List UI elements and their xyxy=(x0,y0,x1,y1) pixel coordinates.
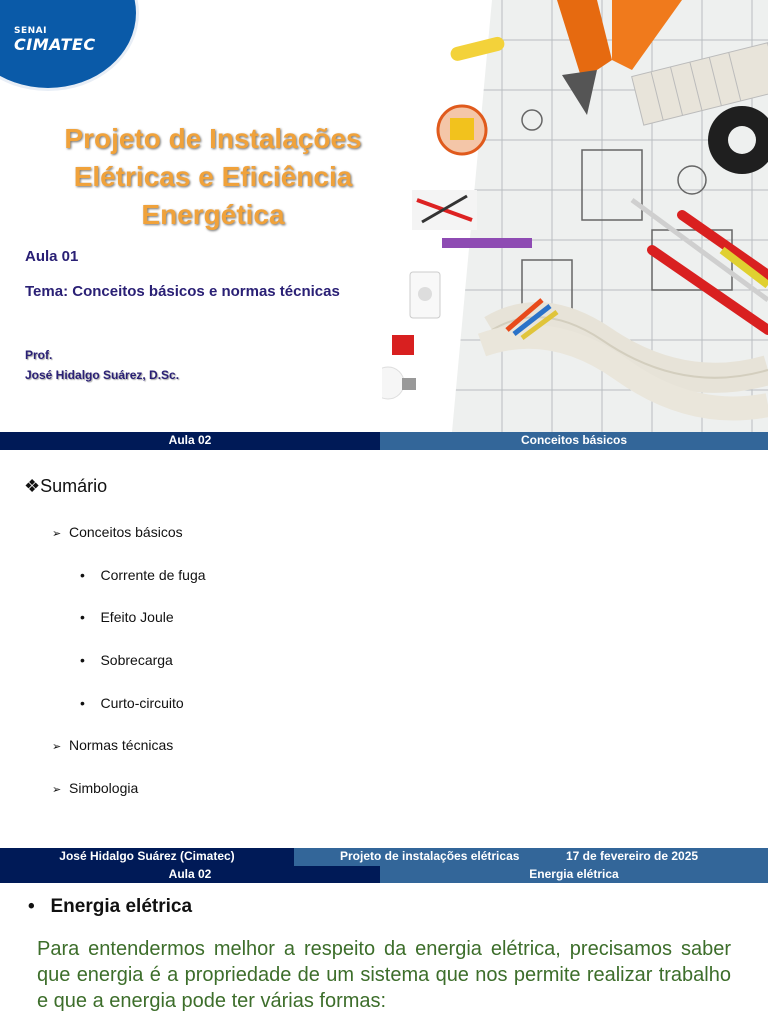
footer-course-date xyxy=(294,848,768,866)
list-item: ➢ Conceitos básicos xyxy=(52,524,183,540)
footer-author: José Hidalgo Suárez (Cimatec) xyxy=(0,848,294,866)
logo-cimatec-text: CIMATEC xyxy=(14,35,96,54)
arrow-bullet-icon: ➢ xyxy=(52,741,62,753)
lesson-number: Aula 01 xyxy=(25,248,79,265)
dot-bullet-icon: • xyxy=(28,896,35,917)
list-item: • Curto-circuito xyxy=(80,695,184,711)
arrow-bullet-icon: ➢ xyxy=(52,784,62,796)
electrical-tools-photo xyxy=(382,0,768,432)
intro-paragraph: Para entendermos melhor a respeito da energia elétrica, precisamos saber que energia é a propriedade de um sistema que nos permite realizar trabalho e que a energia pode ter várias formas: xyxy=(37,938,731,1012)
logo-senai-text: SENAI xyxy=(14,26,47,36)
professor-name: José Hidalgo Suárez, D.Sc. xyxy=(25,368,180,382)
diamond-bullet-icon: ❖ xyxy=(24,476,41,496)
header-topic: Conceitos básicos xyxy=(380,432,768,450)
lesson-theme: Tema: Conceitos básicos e normas técnicas xyxy=(25,283,340,300)
section-heading: • Energia elétrica xyxy=(28,896,193,917)
dot-bullet-icon: • xyxy=(80,652,85,668)
professor-label: Prof. xyxy=(25,348,53,362)
footer-date: 17 de fevereiro de 2025 xyxy=(566,849,699,863)
presentation-title xyxy=(38,120,388,234)
title-slide xyxy=(0,0,768,432)
header-lesson: Aula 02 xyxy=(0,866,380,883)
header-lesson: Aula 02 xyxy=(0,432,380,450)
list-item: • Efeito Joule xyxy=(80,609,174,625)
arrow-bullet-icon: ➢ xyxy=(52,528,62,540)
footer-course: Projeto de instalações elétricas xyxy=(340,849,520,863)
summary-title: ❖Sumário xyxy=(24,476,108,496)
dot-bullet-icon: • xyxy=(80,567,85,583)
list-item: • Sobrecarga xyxy=(80,652,173,668)
list-item: • Corrente de fuga xyxy=(80,567,206,583)
dot-bullet-icon: • xyxy=(80,609,85,625)
title-line-2: Elétricas e Eficiência xyxy=(73,161,353,192)
title-line-3: Energética xyxy=(141,199,285,230)
header-topic: Energia elétrica xyxy=(380,866,768,883)
list-item: ➢ Simbologia xyxy=(52,780,139,796)
title-line-1: Projeto de Instalações xyxy=(64,123,362,154)
list-item: ➢ Normas técnicas xyxy=(52,737,174,753)
dot-bullet-icon: • xyxy=(80,695,85,711)
